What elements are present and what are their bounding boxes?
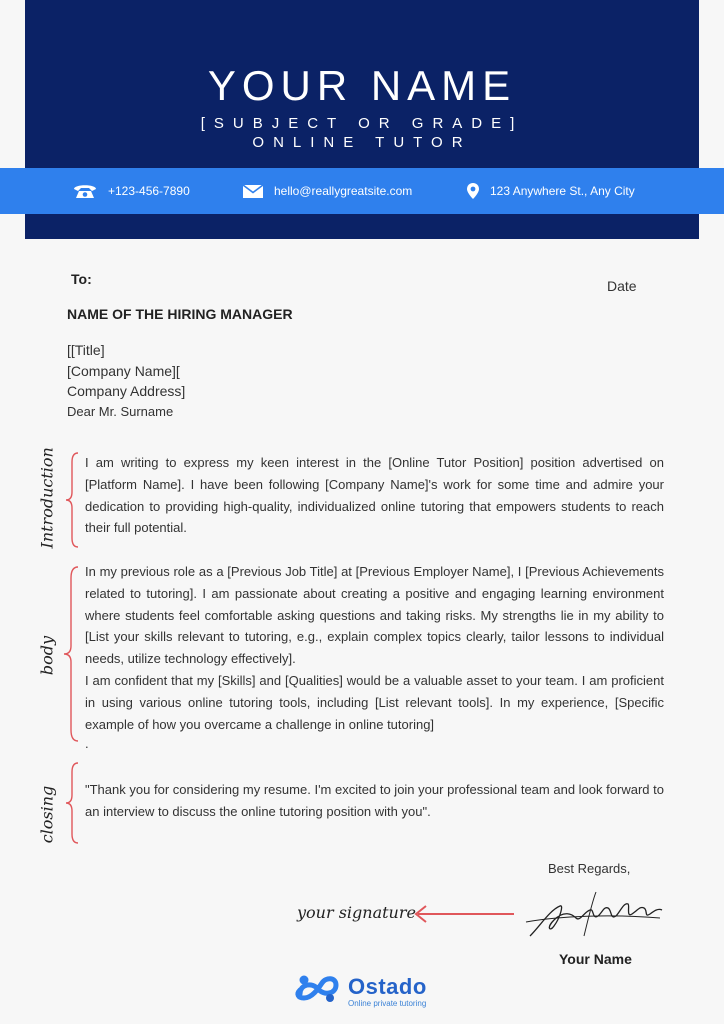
your-signature-label: your signature — [297, 903, 416, 922]
date: Date — [607, 278, 637, 294]
body-brace-icon — [62, 566, 80, 742]
body-label: body — [37, 635, 57, 676]
closing-brace-icon — [64, 762, 80, 844]
phone-icon — [72, 183, 98, 199]
applicant-name: YOUR NAME — [207, 62, 517, 109]
contact-address — [466, 168, 635, 214]
ostado-logo — [292, 972, 427, 1011]
ostado-logo-tagline: Online private tutoring — [348, 998, 427, 1008]
body-paragraph-1: In my previous role as a [Previous Job Title] at [Previous Employer Name], I [Previous Achievements related to tutoring]. I am passionate about creating a positive and engaging learning environment where students feel comfortable asking questions and taking risks. My strengths lie in my ability to [List your skills relevant to tutoring, e.g., explain complex topics clearly, tailor lessons to individual needs, utilize technology effectively]. — [85, 564, 664, 667]
body-paragraph-2: I am confident that my [Skills] and [Qualities] would be a valuable asset to your team. I am proficient in using various online tutoring tools, including [List relevant tools]. In my experience, [Specific example of how you overcame a challenge in online tutoring] — [85, 673, 664, 732]
best-regards: Best Regards, — [548, 861, 631, 876]
closing-label: closing — [37, 785, 57, 844]
address-text: 123 Anywhere St., Any City — [490, 184, 635, 198]
ostado-logo-text — [348, 973, 427, 1008]
recipient-company-address: Company Address] — [67, 383, 186, 399]
contact-bar — [0, 168, 724, 214]
to-label: To: — [71, 271, 92, 287]
closing-paragraph: "Thank you for considering my resume. I'm excited to join your professional team and look forward to an interview to discuss the online tutoring position with you". — [85, 782, 664, 819]
email-text: hello@reallygreatsite.com — [274, 184, 413, 198]
hiring-manager-name: NAME OF THE HIRING MANAGER — [67, 306, 293, 322]
ostado-logo-icon — [292, 972, 344, 1011]
role-line: ONLINE TUTOR — [252, 134, 472, 151]
recipient-company-name: [Company Name][ — [67, 362, 180, 379]
subject-line: [SUBJECT OR GRADE] — [200, 115, 524, 132]
arrow-left-icon — [412, 903, 516, 925]
recipient-address-block — [67, 340, 185, 402]
contact-email — [242, 168, 412, 214]
introduction-label: Introduction — [37, 447, 57, 549]
salutation: Dear Mr. Surname — [67, 404, 174, 419]
contact-phone — [72, 168, 190, 214]
recipient-title: [[Title] — [67, 342, 105, 358]
signer-name: Your Name — [559, 951, 632, 967]
introduction-brace-icon — [64, 452, 80, 548]
ostado-logo-name: Ostado — [348, 973, 427, 999]
location-pin-icon — [466, 182, 480, 200]
introduction-paragraph: I am writing to express my keen interest in the [Online Tutor Position] position advertised on [Platform Name]. I have been following [Company Name]'s work for some time and admire your dedication to providing high-quality, individualized online tutoring that empowers students to reach their full potential. — [85, 455, 664, 536]
phone-text: +123-456-7890 — [108, 184, 190, 198]
signature-graphic — [520, 888, 666, 944]
mail-icon — [242, 184, 264, 199]
trailing-dot: . — [85, 736, 89, 751]
